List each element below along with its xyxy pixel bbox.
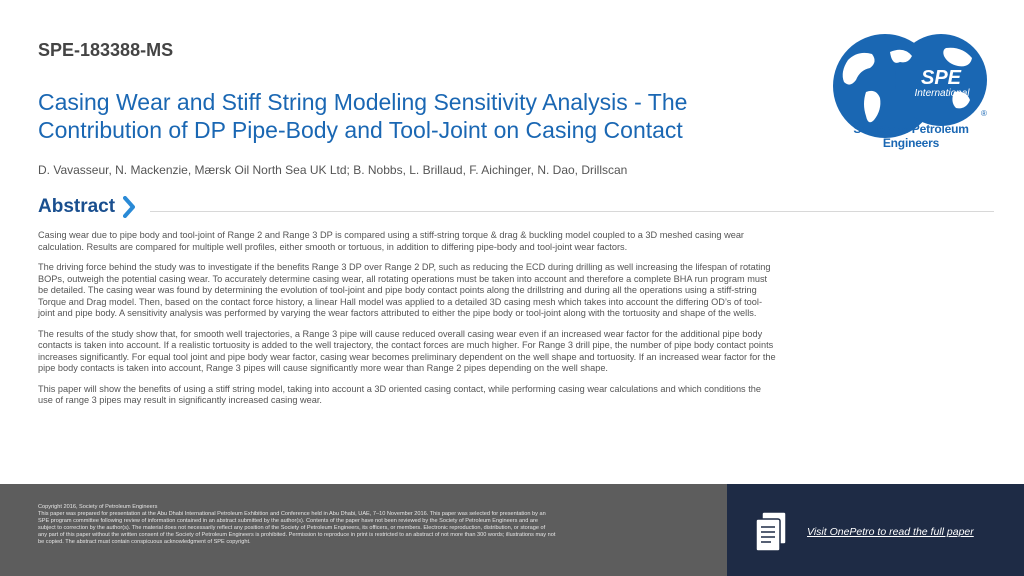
logo-line2: International bbox=[914, 88, 970, 99]
abstract-body bbox=[38, 230, 778, 416]
copyright-line: SPE program committee following review of information contained in an abstract submitted by the author(s). Contents of the paper have not been reviewed by the Society of Petroleum Engineers and are bbox=[38, 518, 538, 524]
logo-registered: ® bbox=[981, 109, 987, 118]
logo-caption: Society of Petroleum Engineers bbox=[853, 122, 969, 150]
abstract-heading bbox=[38, 196, 135, 218]
paper-title: Casing Wear and Stiff String Modeling Sensitivity Analysis - The Contribution of DP Pipe-Body and Tool-Joint on Casing Contact bbox=[38, 89, 688, 143]
copyright-line: be copied. The abstract must contain conspicuous acknowledgment of SPE copyright. bbox=[38, 539, 251, 545]
copyright-line: This paper was prepared for presentation at the Abu Dhabi International Petroleum Exhibition and Conference held in Abu Dhabi, UAE, 7–10 November 2016. This paper was selected for presentation by an bbox=[38, 511, 546, 517]
chevron-right-icon bbox=[123, 196, 135, 218]
abstract-paragraph: The results of the study show that, for smooth well trajectories, a Range 3 pipe will cause reduced overall casing wear even if an increased wear factor for the additional pipe body contacts is taken into account. If a realistic tortuosity is added to the well trajectory, the contact forces are much higher. For Range 3 drill pipe, the number of pipe body contact points increases significantly. For equal tool joint and pipe body wear factor, casing wear becomes preliminary dependent on the well shape and tortuosity. If an increased wear factor for the pipe body contacts is taken into account, Range 3 pipes will cause significantly more wear than Range 2 pipes depending on the well shape. bbox=[38, 328, 776, 373]
abstract-paragraph: This paper will show the benefits of using a stiff string model, taking into account a 3D oriented casing contact, while performing casing wear calculations and which conditions the use of range 3 pipes may result in significantly increased casing wear. bbox=[38, 383, 761, 405]
copyright-notice bbox=[38, 504, 638, 546]
abstract-paragraph: Casing wear due to pipe body and tool-joint of Range 2 and Range 3 DP is compared using a stiff-string torque & drag & buckling model coupled to a 3D meshed casing wear calculation. Results are compared for multiple well profiles, either smooth or tortuous, in addition to differing pipe-body and tool-joint wear factors. bbox=[38, 230, 744, 252]
abstract-label: Abstract bbox=[38, 196, 116, 217]
copyright-line: Copyright 2016, Society of Petroleum Engineers bbox=[38, 504, 158, 510]
footer-link-panel bbox=[727, 484, 1024, 576]
paper-id: SPE-183388-MS bbox=[38, 40, 174, 60]
document-stack-icon bbox=[752, 510, 790, 554]
logo-line1: SPE bbox=[920, 67, 962, 89]
abstract-paragraph: The driving force behind the study was to investigate if the benefits Range 3 DP over Range 2 DP, such as reducing the ECD during drilling as well increasing the lifespan of rotating BOPs, outweigh the potential casing wear. To accurately determine casing wear, all rotating operations must be taken into account and therefore a complete BHA run program must be detailed. The casing wear was found by determining the evolution of tool-joint and pipe body contact points along the drillstring and during all the operations using a stiff-string Torque and Drag model. Then, based on the contact force history, a linear Hall model was applied to a detailed 3D casing mesh which takes into account the differing OD’s of tool-joint and pipe body. A sensitivity analysis was performed by varying the wear factors attributed to either the pipe body or tool-joint along with the tortuosity and shape of the wells. bbox=[38, 262, 771, 318]
onepetro-link[interactable]: Visit OnePetro to read the full paper bbox=[807, 526, 974, 538]
footer bbox=[0, 484, 1024, 576]
copyright-line: any part of this paper without the written consent of the Society of Petroleum Engineers is prohibited. Permission to reproduce in print is restricted to an abstract of not more than 300 words; illustrations may not bbox=[38, 532, 556, 538]
paper-authors: D. Vavasseur, N. Mackenzie, Mærsk Oil North Sea UK Ltd; B. Nobbs, L. Brillaud, F. Aichinger, N. Dao, Drillscan bbox=[38, 163, 628, 177]
copyright-line: subject to correction by the author(s). The material does not necessarily reflect any position of the Society of Petroleum Engineers, its officers, or members. Electronic reproduction, distribution, or storage of bbox=[38, 525, 546, 531]
abstract-divider bbox=[150, 211, 994, 212]
footer-copyright-panel bbox=[0, 484, 727, 576]
